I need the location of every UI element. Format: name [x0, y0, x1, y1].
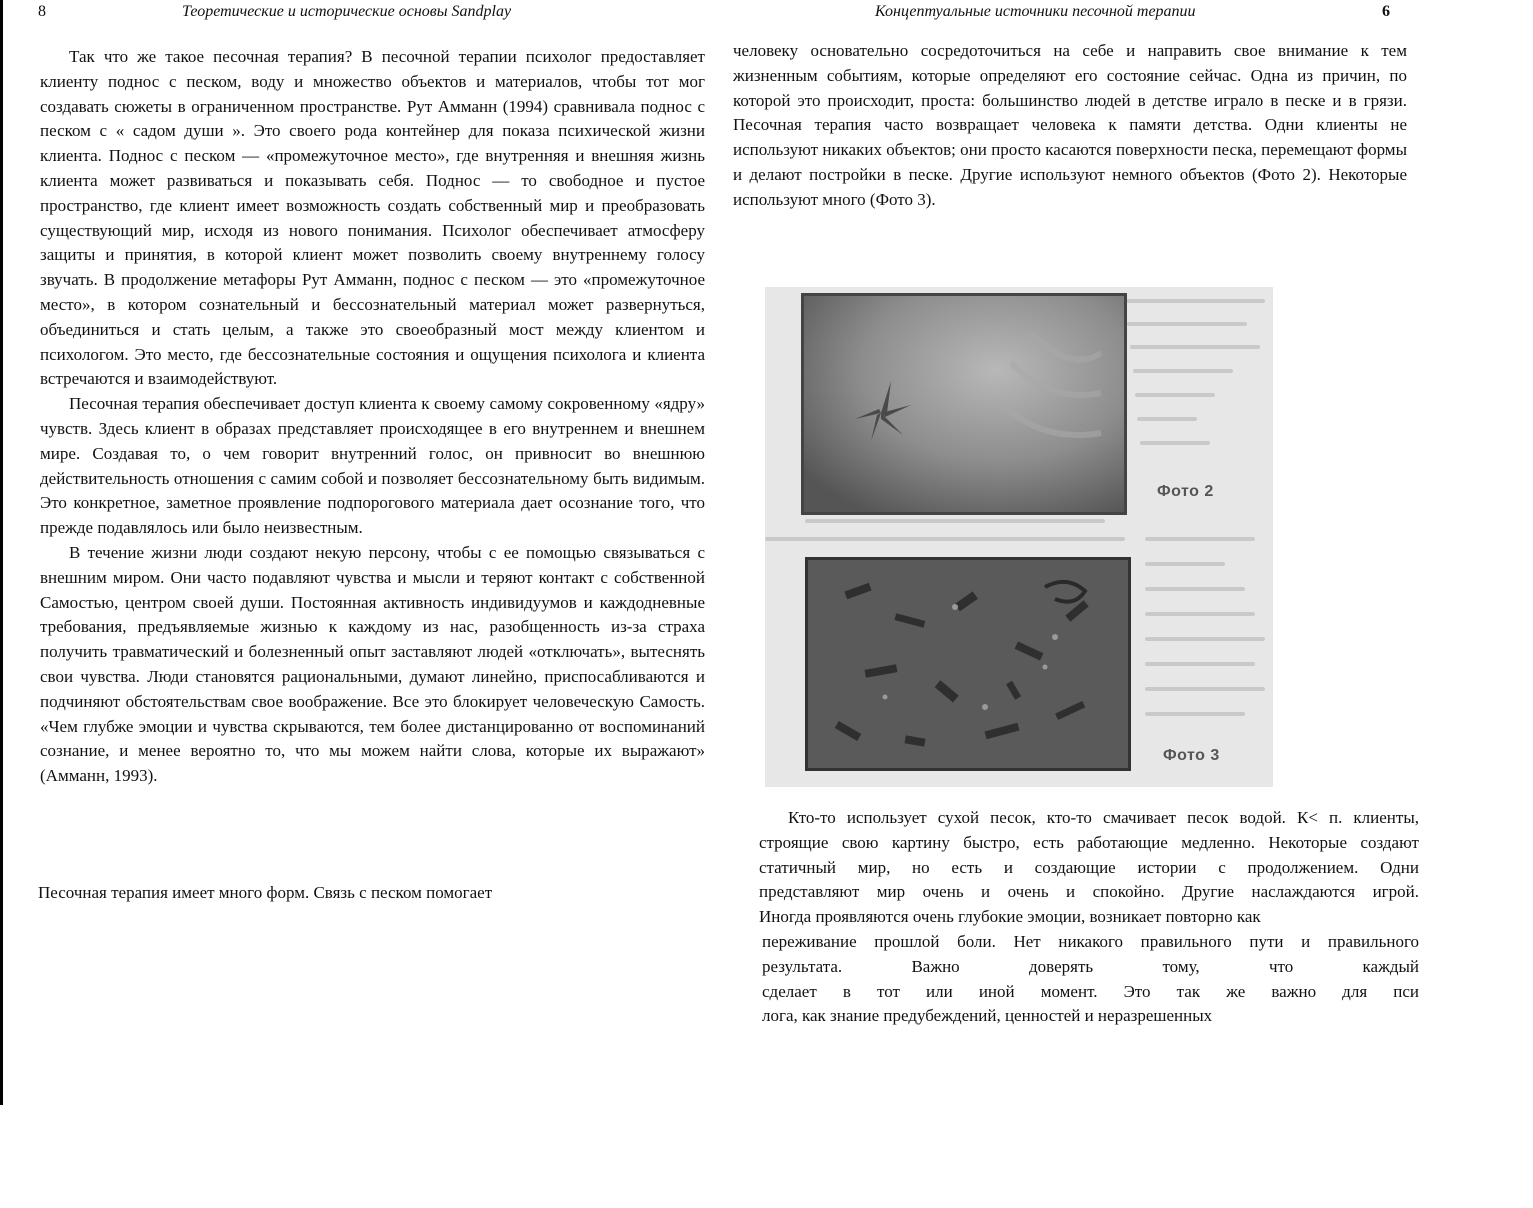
right-page-body-bottom	[759, 806, 1419, 1029]
text-line: сделает в тот или иной момент. Это так же важно для пси	[762, 981, 1419, 1001]
photo-2	[801, 293, 1127, 515]
text-line: статичный мир, но есть и создающие истории с продолжением. Одни	[759, 857, 1419, 877]
text-line: строящие свою картину быстро, есть работающие медленно. Некоторые создают	[759, 832, 1419, 852]
left-page-body	[40, 45, 705, 789]
text-line: результата. Важно доверять тому, что каждый	[762, 956, 1419, 976]
photo-3	[805, 557, 1131, 771]
text-line: Иногда проявляются очень глубокие эмоции, возникает повторно как	[759, 907, 1261, 927]
right-running-title: Концептуальные источники песочной терапии	[875, 3, 1196, 20]
left-closing-line: Песочная терапия имеет много форм. Связь с песком помогает	[38, 883, 493, 902]
photo-2-caption: Фото 2	[1157, 483, 1214, 500]
paragraph: В течение жизни люди создают некую персону, чтобы с ее помощью связываться с внешним миром. Они часто подавляют чувства и мысли и теряют контакт с собственной Самостью, центром своей души. Постоянная активность индивидуумов и каждодневные требования, предъявляемые жизнью к каждому из нас, разобщенность из-за страха получить травматический и болезненный опыт заставляют людей «отключать», вытеснять свои чувства. Люди становятся рациональными, думают линейно, приспосабливаются и подчиняют обстоятельствам свое воображение. Все это блокирует человеческую Самость. «Чем глубже эмоции и чувства скрываются, тем более дистанцированно от воспоминаний сознание, и менее вероятно то, что мы можем найти слова, которые их выражают» (Амманн, 1993).	[40, 542, 705, 786]
photo-3-caption: Фото 3	[1163, 747, 1220, 764]
left-running-title: Теоретические и исторические основы Sandplay	[182, 3, 512, 20]
text-line: лога, как знание предубеждений, ценностей и неразрешенных	[762, 1006, 1213, 1026]
left-page-number: 8	[38, 3, 46, 20]
text-line: Кто-то использует сухой песок, кто-то смачивает песок водой. К< п. клиенты,	[788, 808, 1419, 827]
right-page-body-top	[733, 39, 1407, 213]
paragraph: Так что же такое песочная терапия? В песочной терапии психолог предоставляет клиенту поднос с песком, воду и множество объектов и материалов, чтобы тот мог создавать сюжеты в ограниченном пространстве. Рут Амманн (1994) сравнивала поднос с песком с « садом души ». Это своего рода контейнер для показа психической жизни клиента. Поднос с песком — «промежуточное место», где внутренняя и внешняя жизнь клиента может развиваться и показывать себя. Поднос — то свободное и пустое пространство, где клиент имеет возможность создать собственный мир и преобразовать существующий мир, исходя из нового понимания. Психолог обеспечивает атмосферу защиты и принятия, в которой клиент может позволить своему внутреннему голосу звучать. В продолжение метафоры Рут Амманн, поднос с песком — это «промежуточное место», в котором сознательный и бессознательный материал может развернуться, объединиться и стать целым, а также это своеобразный мост между клиентом и психологом. Это место, где бессознательные состояния и ощущения психолога и клиента встречаются и взаимодействуют.	[40, 47, 705, 389]
text-line: переживание прошлой боли. Нет никакого правильного пути и правильного	[762, 931, 1419, 951]
right-page-number: 6	[1382, 3, 1390, 20]
paragraph: Песочная терапия обеспечивает доступ клиента к своему самому сокровенному «ядру» чувств. Здесь клиент в образах представляет происходящее в его внутреннем и внешнем мире. Создавая то, о чем говорит внутренний голос, он привносит во внешнюю действительность отношения с самим собой и позволяет бессознательному быть видимым. Это конкретное, заметное проявление подпорогового материала дает осознание того, что прежде подавлялось или было неизвестным.	[40, 394, 705, 538]
paragraph: человеку основательно сосредоточиться на себе и направить свое внимание к тем жизненным событиям, которые определяют его состояние сейчас. Одна из причин, по которой это происходит, проста: большинство людей в детстве играло в песке и в грязи. Песочная терапия часто возвращает человека к памяти детства. Одни клиенты не используют никаких объектов; они просто касаются поверхности песка, перемещают формы и делают постройки в песке. Другие используют немного объектов (Фото 2). Некоторые используют много (Фото 3).	[733, 41, 1407, 209]
text-line: представляют мир очень и очень и спокойно. Другие наслаждаются игрой.	[759, 882, 1419, 902]
page-edge-line	[0, 0, 3, 1105]
photo-scan	[765, 287, 1273, 787]
